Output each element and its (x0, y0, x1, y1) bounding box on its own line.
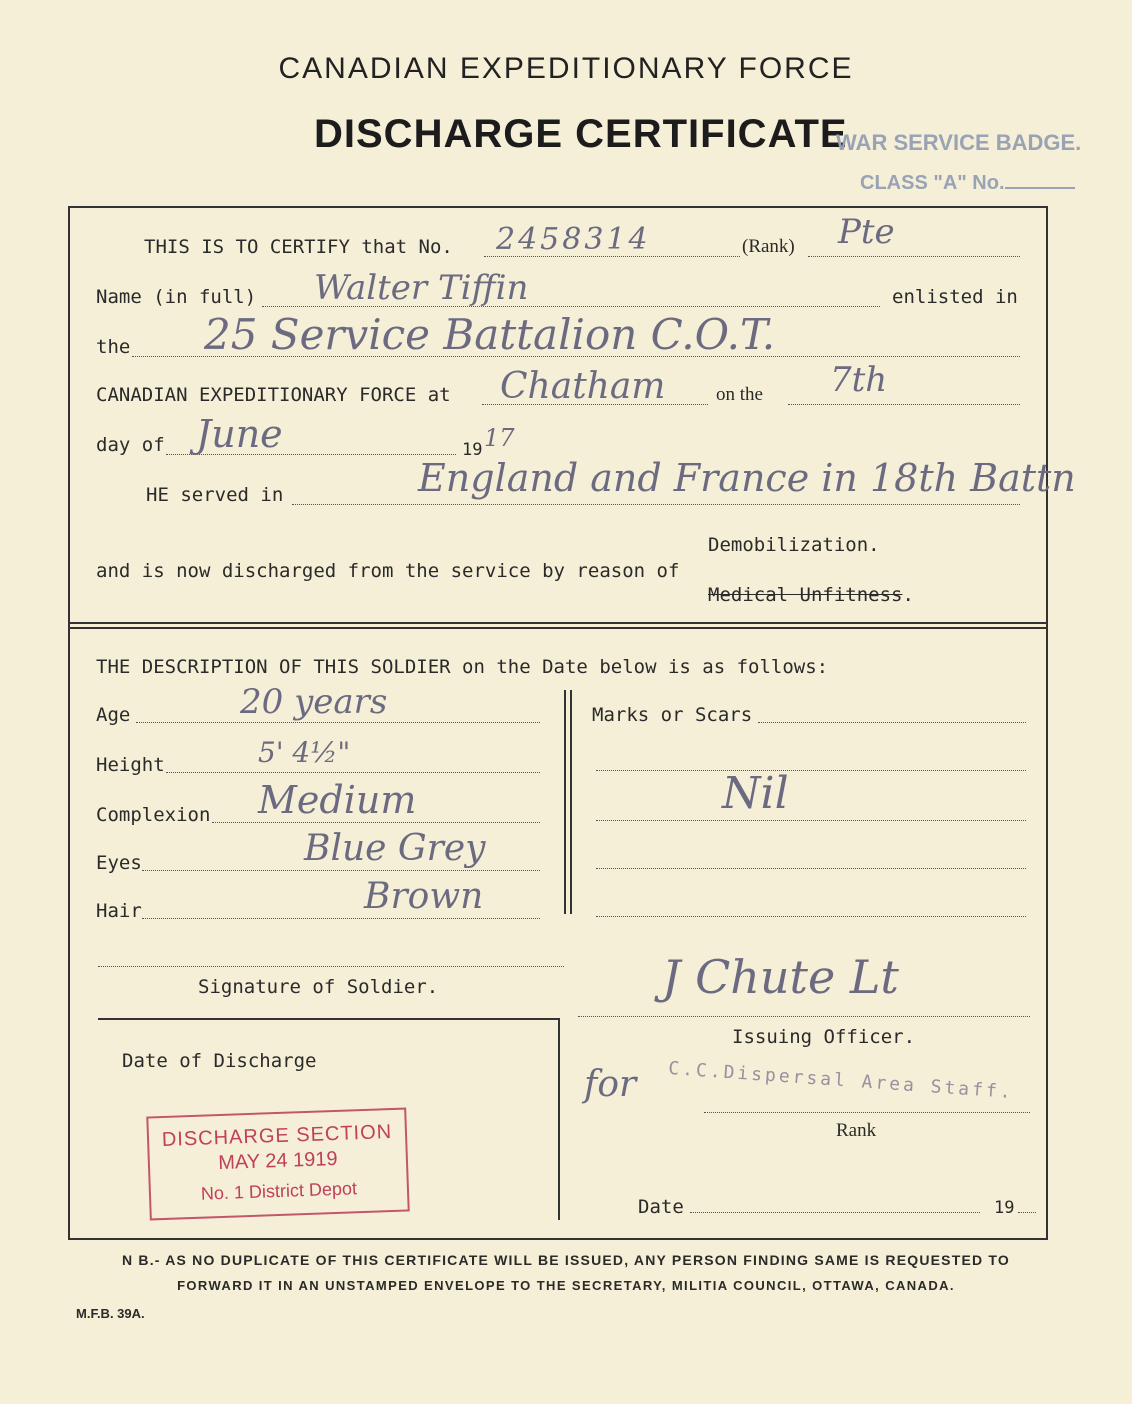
discharge-box-right (558, 1018, 560, 1220)
enlisted-label: enlisted in (892, 286, 1018, 308)
discharged-label: and is now discharged from the service by reason of (96, 560, 680, 582)
form-number: M.F.B. 39A. (76, 1306, 145, 1321)
name-label: Name (in full) (96, 286, 257, 308)
rank-value: Pte (838, 212, 895, 252)
hair-label: Hair (96, 900, 142, 922)
regimental-number: 2458314 (496, 222, 651, 257)
year-prefix: 19 (462, 440, 483, 460)
force-label: CANADIAN EXPEDITIONARY FORCE at (96, 384, 451, 406)
enlistment-month: June (196, 412, 283, 456)
certify-intro: THIS IS TO CERTIFY that No. (144, 236, 453, 258)
issuing-officer-signature: J Chute Lt (662, 950, 899, 1004)
served-label: HE served in (146, 484, 284, 506)
issuing-officer-label: Issuing Officer. (732, 1026, 916, 1048)
unit-value: 25 Service Battalion C.O.T. (204, 310, 776, 359)
reason-struck (708, 584, 914, 606)
reason-demobilization: Demobilization. (708, 534, 880, 556)
discharge-section-stamp (146, 1107, 409, 1220)
date-of-discharge-label: Date of Discharge (122, 1050, 317, 1072)
certificate-title: DISCHARGE CERTIFICATE (314, 112, 848, 156)
discharge-box-top (98, 1018, 560, 1020)
eyes-value: Blue Grey (304, 828, 486, 869)
signature-of-soldier-label: Signature of Soldier. (198, 976, 439, 998)
rank-stamp: C.C.Dispersal Area Staff. (667, 1057, 1015, 1104)
date-year-prefix: 19 (994, 1198, 1015, 1218)
eyes-label: Eyes (96, 852, 142, 874)
badge-class-stamp (860, 172, 1075, 195)
age-label: Age (96, 704, 131, 726)
complexion-label: Complexion (96, 804, 211, 826)
enlistment-year: 17 (484, 424, 515, 452)
stamp-line-1: DISCHARGE SECTION (161, 1121, 393, 1152)
top-title: CANADIAN EXPEDITIONARY FORCE (278, 52, 854, 85)
war-service-badge-stamp: WAR SERVICE BADGE. (836, 130, 1082, 155)
section-divider-bottom (70, 627, 1048, 629)
enlistment-day: 7th (830, 360, 888, 400)
served-in-value: England and France in 18th Battn (418, 456, 1076, 500)
rank-label: (Rank) (742, 236, 795, 257)
reason-period: . (902, 584, 914, 606)
description-column-divider-1 (564, 690, 566, 914)
description-column-divider-2 (570, 690, 572, 914)
stamp-line-2: MAY 24 1919 (217, 1147, 338, 1175)
height-label: Height (96, 754, 165, 776)
badge-class-label: CLASS "A" No. (860, 172, 1005, 194)
day-of-label: day of (96, 434, 165, 456)
description-heading: THE DESCRIPTION OF THIS SOLDIER on the Date below is as follows: (96, 656, 829, 678)
marks-label: Marks or Scars (592, 704, 753, 726)
soldier-name: Walter Tiffin (314, 268, 529, 308)
footnote-line-2: FORWARD IT IN AN UNSTAMPED ENVELOPE TO THE SECRETARY, MILITIA COUNCIL, OTTAWA, CANADA. (177, 1278, 955, 1293)
marks-value: Nil (722, 768, 789, 819)
reason-struck-text: Medical Unfitness (708, 584, 903, 606)
age-value: 20 years (240, 682, 388, 722)
for-mark: for (584, 1064, 637, 1105)
hair-value: Brown (364, 876, 484, 917)
stamp-line-3: No. 1 District Depot (200, 1178, 358, 1204)
height-value: 5' 4½" (258, 736, 351, 769)
section-divider-top (70, 622, 1048, 624)
footnote-line-1: N B.- AS NO DUPLICATE OF THIS CERTIFICATE WILL BE ISSUED, ANY PERSON FINDING SAME IS REQUESTED TO (121, 1252, 1010, 1268)
enlistment-place: Chatham (500, 366, 666, 407)
date-label: Date (638, 1196, 684, 1218)
on-the-label: on the (716, 384, 763, 405)
rank-label: Rank (836, 1120, 877, 1141)
complexion-value: Medium (258, 778, 417, 822)
the-label: the (96, 336, 131, 358)
